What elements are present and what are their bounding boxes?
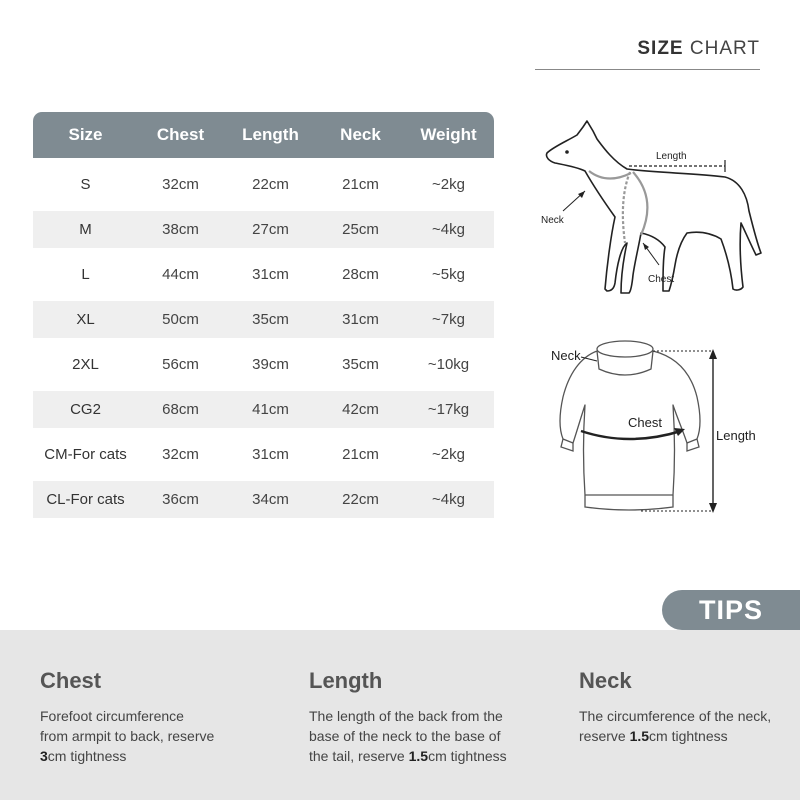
dog-eye: [565, 150, 569, 154]
cell-size: XL: [33, 297, 138, 342]
tip-neck-line2: cm tightness: [649, 728, 728, 744]
cell-length: 31cm: [223, 252, 318, 297]
dog-sweater-front: [623, 172, 630, 243]
tips-panel: [0, 630, 800, 800]
cell-size: M: [33, 207, 138, 252]
cell-size: L: [33, 252, 138, 297]
table-row: [33, 162, 494, 207]
title-rest: CHART: [689, 38, 760, 59]
sweater-length-label: Length: [716, 428, 756, 443]
cell-size: CL-For cats: [33, 477, 138, 522]
title-divider: [535, 69, 760, 70]
tip-chest: [40, 668, 214, 766]
tip-length-line1: The length of the back from the: [309, 708, 503, 724]
cell-length: 39cm: [223, 342, 318, 387]
cell-chest: 50cm: [138, 297, 223, 342]
cell-chest: 36cm: [138, 477, 223, 522]
table-row: [33, 297, 494, 342]
cell-length: 22cm: [223, 162, 318, 207]
sweater-hem: [585, 495, 673, 510]
dog-collar: [589, 171, 631, 179]
tip-neck-line1: The circumference of the neck,: [579, 708, 772, 724]
size-chart-title: [535, 38, 760, 60]
sweater-neck-label: Neck: [551, 348, 581, 363]
cell-chest: 32cm: [138, 162, 223, 207]
dog-length-label: Length: [656, 151, 687, 162]
dog-chest-label: Chest: [648, 274, 675, 285]
cell-neck: 25cm: [318, 207, 403, 252]
dog-measurement-illustration: [535, 115, 770, 300]
cell-chest: 38cm: [138, 207, 223, 252]
tip-length-line2: base of the neck to the base of: [309, 728, 501, 744]
cell-length: 27cm: [223, 207, 318, 252]
header-weight: Weight: [403, 112, 494, 162]
tip-length-line3: cm tightness: [428, 748, 507, 764]
tip-chest-bold: 3: [40, 748, 48, 764]
header-chest: Chest: [138, 112, 223, 162]
header-neck: Neck: [318, 112, 403, 162]
tip-length-bold: 1.5: [408, 748, 429, 764]
cell-weight: ~4kg: [403, 477, 494, 522]
cell-neck: 22cm: [318, 477, 403, 522]
tip-neck-line2-pre: reserve: [579, 728, 630, 744]
tip-length-title: Length: [309, 668, 383, 693]
cell-weight: ~17kg: [403, 387, 494, 432]
cell-length: 35cm: [223, 297, 318, 342]
cell-neck: 42cm: [318, 387, 403, 432]
tip-length-line3-pre: the tail, reserve: [309, 748, 409, 764]
table-row: [33, 477, 494, 522]
cell-length: 41cm: [223, 387, 318, 432]
cell-neck: 35cm: [318, 342, 403, 387]
sweater-collar: [597, 341, 653, 357]
cell-chest: 44cm: [138, 252, 223, 297]
header-length: Length: [223, 112, 318, 162]
cell-neck: 31cm: [318, 297, 403, 342]
tip-chest-line1: Forefoot circumference: [40, 708, 184, 724]
tip-chest-text: [40, 706, 214, 766]
dog-sweater-back: [633, 172, 647, 235]
table-row: [33, 207, 494, 252]
tip-length: [309, 668, 507, 766]
cell-neck: 21cm: [318, 162, 403, 207]
size-table: [33, 112, 494, 526]
cell-neck: 28cm: [318, 252, 403, 297]
cell-length: 31cm: [223, 432, 318, 477]
cell-neck: 21cm: [318, 432, 403, 477]
cell-size: CG2: [33, 387, 138, 432]
table-header-row: [33, 112, 494, 162]
dog-neck-label: Neck: [541, 215, 564, 226]
dog-outline: [546, 121, 761, 293]
tip-length-text: [309, 706, 507, 766]
tip-chest-line2: from armpit to back, reserve: [40, 728, 215, 744]
cell-weight: ~2kg: [403, 432, 494, 477]
title-bold: SIZE: [637, 38, 684, 59]
header-size: Size: [33, 112, 138, 162]
cell-size: 2XL: [33, 342, 138, 387]
cell-size: S: [33, 162, 138, 207]
cell-weight: ~2kg: [403, 162, 494, 207]
sweater-chest-label: Chest: [628, 415, 662, 430]
tip-neck: [579, 668, 771, 746]
tip-chest-line3: cm tightness: [47, 748, 127, 764]
chest-arrowhead: [643, 243, 649, 250]
chest-curve-arrow: [581, 431, 681, 439]
table-row: [33, 342, 494, 387]
tip-neck-text: [579, 706, 771, 746]
cell-chest: 32cm: [138, 432, 223, 477]
tip-neck-bold: 1.5: [629, 728, 650, 744]
tip-neck-title: Neck: [579, 668, 632, 693]
cell-chest: 56cm: [138, 342, 223, 387]
cell-weight: ~5kg: [403, 252, 494, 297]
tips-tab: TIPS: [662, 590, 800, 630]
table-row: [33, 432, 494, 477]
cell-weight: ~7kg: [403, 297, 494, 342]
table-row: [33, 252, 494, 297]
cell-weight: ~4kg: [403, 207, 494, 252]
cell-chest: 68cm: [138, 387, 223, 432]
tip-chest-title: Chest: [40, 668, 102, 693]
cell-length: 34cm: [223, 477, 318, 522]
table-row: [33, 387, 494, 432]
cell-size: CM-For cats: [33, 432, 138, 477]
cell-weight: ~10kg: [403, 342, 494, 387]
